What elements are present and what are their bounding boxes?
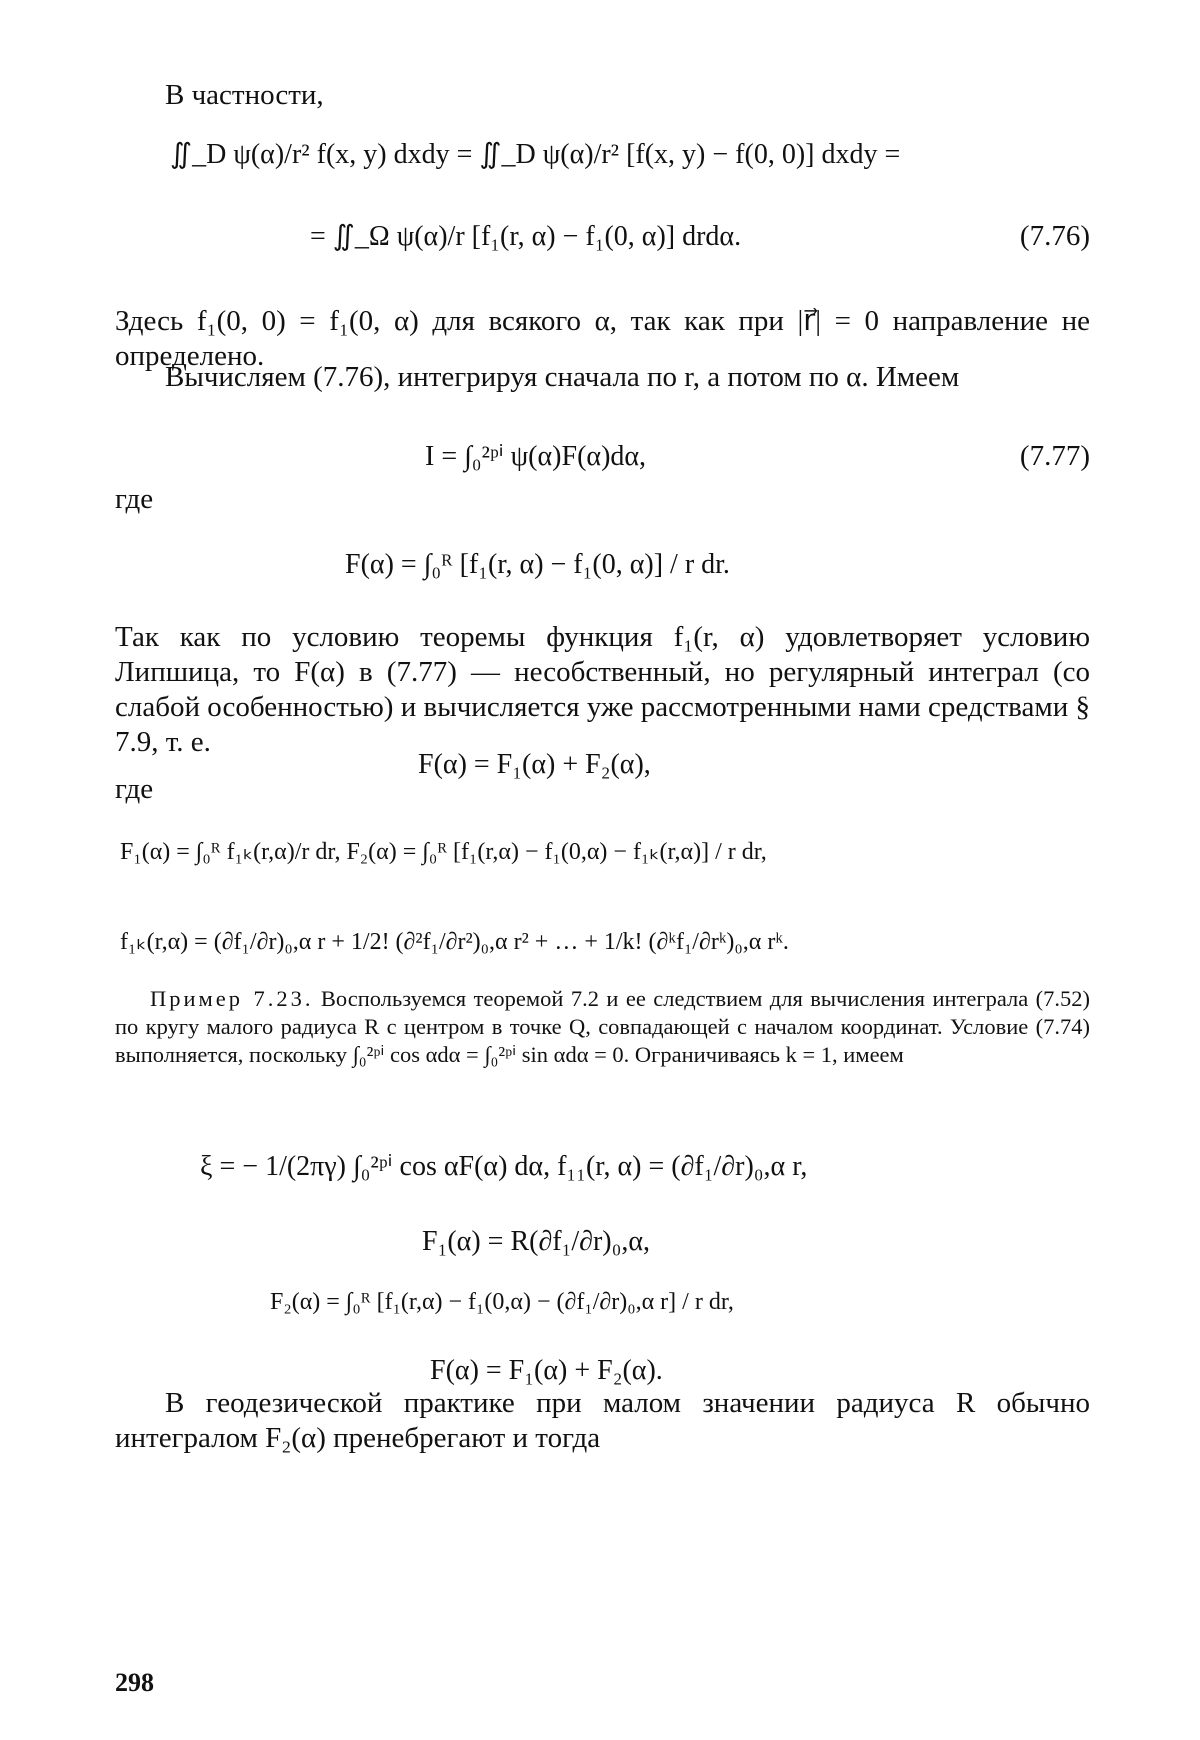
page-number: 298 bbox=[115, 1668, 154, 1697]
equation-F1-F2: F₁(α) = ∫₀ᴿ f₁ₖ(r,α)/r dr, F₂(α) = ∫₀ᴿ [f₁(r,α) − f₁(0,α) − f₁ₖ(r,α)] / r dr, bbox=[120, 839, 767, 865]
paragraph-lipschitz: Так как по условию теоремы функция f₁(r, α) удовлетворяет условию Липшица, то F(α) в (7.77) — несобственный, но регулярный интеграл (со слабой особенностью) и вычисляется уже рассмотренными нами средствами § 7.9, т. е. bbox=[115, 621, 1090, 758]
equation-F2-result: F₂(α) = ∫₀ᴿ [f₁(r,α) − f₁(0,α) − (∂f₁/∂r)₀,α r] / r dr, bbox=[270, 1289, 734, 1315]
equation-7-77: I = ∫₀²ᵖⁱ ψ(α)F(α)dα, bbox=[425, 441, 647, 472]
example-7-23 bbox=[115, 985, 1090, 1069]
paragraph-geodesy: В геодезической практике при малом значении радиуса R обычно интегралом F₂(α) пренебрегают и тогда bbox=[115, 1387, 1090, 1454]
equation-number-7-76: (7.76) bbox=[1019, 220, 1090, 252]
example-label: Пример 7.23. bbox=[150, 986, 314, 1011]
equation-number-7-77: (7.77) bbox=[1019, 440, 1090, 472]
equation-7-76-line2: = ∬_Ω ψ(α)/r [f₁(r, α) − f₁(0, α)] drdα. bbox=[310, 221, 742, 252]
example-text: Воспользуемся теоремой 7.2 и ее следствием для вычисления интеграла (7.52) по кругу малого радиуса R с центром в точке Q, совпадающей с началом координат. Условие (7.74) выполняется, поскольку ∫₀²ᵖⁱ cos αdα = ∫₀²ᵖⁱ sin αdα = 0. Ограничиваясь k = 1, имеем bbox=[115, 986, 1091, 1067]
equation-F-sum: F(α) = F₁(α) + F₂(α). bbox=[430, 1355, 663, 1386]
intro-text: В частности, bbox=[165, 79, 324, 111]
equation-7-76-line1: ∬_D ψ(α)/r² f(x, y) dxdy = ∬_D ψ(α)/r² [f(x, y) − f(0, 0)] dxdy = bbox=[170, 139, 901, 170]
equation-F-split: F(α) = F₁(α) + F₂(α), bbox=[418, 749, 651, 780]
equation-F1-result: F₁(α) = R(∂f₁/∂r)₀,α, bbox=[422, 1226, 651, 1257]
paragraph-compute: Вычисляем (7.76), интегрируя сначала по r, а потом по α. Имеем bbox=[165, 361, 960, 393]
equation-f1k: f₁ₖ(r,α) = (∂f₁/∂r)₀,α r + 1/2! (∂²f₁/∂r²)₀,α r² + … + 1/k! (∂ᵏf₁/∂rᵏ)₀,α rᵏ. bbox=[120, 929, 789, 955]
where-label-2: где bbox=[115, 773, 154, 805]
equation-F-alpha: F(α) = ∫₀ᴿ [f₁(r, α) − f₁(0, α)] / r dr. bbox=[345, 549, 730, 580]
equation-xi: ξ = − 1/(2πγ) ∫₀²ᵖⁱ cos αF(α) dα, f₁₁(r, α) = (∂f₁/∂r)₀,α r, bbox=[200, 1151, 808, 1182]
where-label-1: где bbox=[115, 483, 154, 515]
paragraph-direction-undefined: Здесь f₁(0, 0) = f₁(0, α) для всякого α, так как при |r⃗| = 0 направление не определено. bbox=[115, 305, 1090, 372]
